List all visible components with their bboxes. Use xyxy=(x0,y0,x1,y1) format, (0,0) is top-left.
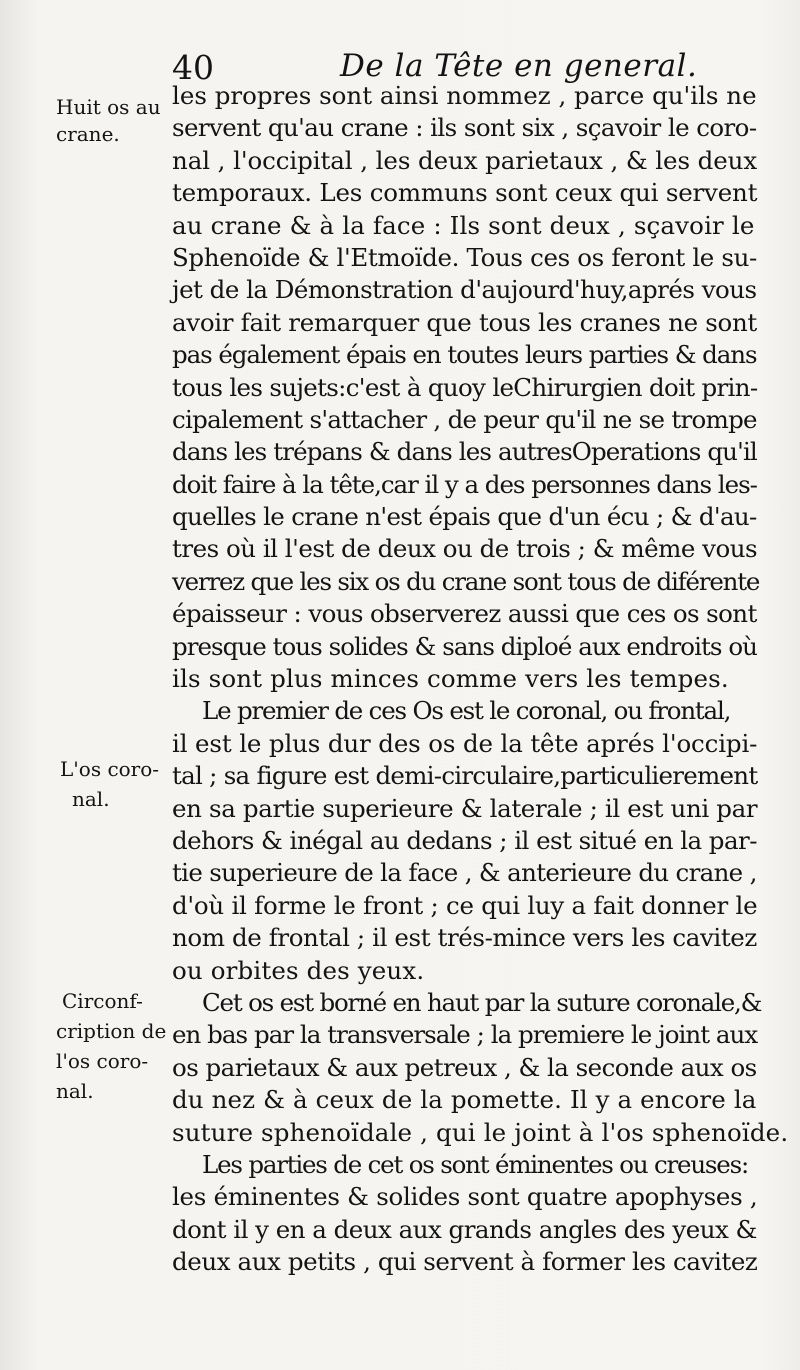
text-line: d'où il forme le front ; ce qui luy a fait donner le xyxy=(172,890,758,920)
margin-note-line: crane. xyxy=(56,122,120,146)
text-line: au crane & à la face : Ils sont deux , sçavoir le xyxy=(172,210,755,240)
text-line: tal ; sa figure est demi-circulaire,particulierement xyxy=(172,761,758,791)
text-line: jet de la Démonstration d'aujourd'huy,aprés vous xyxy=(172,275,757,305)
text-line: en bas par la transversale ; la premiere le joint aux xyxy=(172,1020,758,1050)
text-line: doit faire à la tête,car il y a des personnes dans les- xyxy=(172,469,757,499)
text-line: os parietaux & aux petreux , & la seconde aux os xyxy=(172,1052,757,1082)
text-line: temporaux. Les communs sont ceux qui servent xyxy=(172,178,758,208)
text-line: épaisseur : vous observerez aussi que ces os sont xyxy=(172,599,757,629)
text-line: tres où il l'est de deux ou de trois ; & même vous xyxy=(172,534,758,564)
margin-notes xyxy=(0,0,172,1370)
text-line: presque tous solides & sans diploé aux endroits où xyxy=(172,631,757,661)
text-line: ils sont plus minces comme vers les tempes. xyxy=(172,664,729,694)
margin-note-os-coronal xyxy=(60,754,159,814)
margin-note-line: nal. xyxy=(56,1079,94,1103)
paragraph-start-line: Les parties de cet os sont éminentes ou creuses: xyxy=(202,1149,748,1179)
margin-note-line: L'os coro- xyxy=(60,757,160,781)
text-line: cipalement s'attacher , de peur qu'il ne se trompe xyxy=(172,404,757,434)
margin-note-line: Huit os au xyxy=(56,95,161,119)
text-line: quelles le crane n'est épais que d'un écu ; & d'au- xyxy=(172,502,757,532)
text-line: du nez & à ceux de la pomette. Il y a encore la xyxy=(172,1085,757,1115)
text-line: les propres sont ainsi nommez , parce qu'ils ne xyxy=(172,81,757,110)
text-line: servent qu'au crane : ils sont six , sçavoir le coro- xyxy=(172,113,757,143)
text-line: deux aux petits , qui servent à former les cavitez xyxy=(172,1247,758,1277)
margin-note-line: cription de xyxy=(56,1019,167,1043)
text-line: en sa partie superieure & laterale ; il est uni par xyxy=(172,793,758,823)
margin-note-circonscription xyxy=(56,986,166,1106)
text-line: il est le plus dur des os de la tête aprés l'occipi- xyxy=(172,728,758,758)
paragraph-start-line: Cet os est borné en haut par la suture coronale,& xyxy=(202,987,762,1017)
text-line: avoir fait remarquer que tous les cranes ne sont xyxy=(172,307,757,337)
text-line: suture sphenoïdale , qui le joint à l'os sphenoïde. xyxy=(172,1117,789,1147)
margin-note-line: l'os coro- xyxy=(56,1049,149,1073)
margin-note-line: Circonf- xyxy=(62,989,143,1013)
text-line: Sphenoïde & l'Etmoïde. Tous ces os feront le su- xyxy=(172,242,757,272)
text-line: tie superieure de la face , & anterieure du crane , xyxy=(172,858,757,888)
text-line: dans les trépans & dans les autresOperations qu'il xyxy=(172,437,757,467)
text-line: ou orbites des yeux. xyxy=(172,955,425,985)
paragraph-start-line: Le premier de ces Os est le coronal, ou frontal, xyxy=(202,696,731,726)
text-line: verrez que les six os du crane sont tous de diférente xyxy=(172,566,760,596)
body-text xyxy=(172,80,789,1278)
text-line: les éminentes & solides sont quatre apophyses , xyxy=(172,1182,758,1212)
page-number: 40 xyxy=(172,48,214,87)
text-line: nom de frontal ; il est trés-mince vers les cavitez xyxy=(172,923,757,953)
margin-note-huit-os xyxy=(56,92,161,146)
text-line: pas également épais en toutes leurs parties & dans xyxy=(172,340,757,370)
text-line: nal , l'occipital , les deux parietaux , & les deux xyxy=(172,145,758,175)
running-title: De la Tête en general. xyxy=(340,48,698,84)
text-line: tous les sujets:c'est à quoy leChirurgien doit prin- xyxy=(172,372,758,402)
text-line: dehors & inégal au dedans ; il est situé en la par- xyxy=(172,825,757,855)
text-line: dont il y en a deux aux grands angles des yeux & xyxy=(172,1214,757,1244)
margin-note-line: nal. xyxy=(72,787,110,811)
